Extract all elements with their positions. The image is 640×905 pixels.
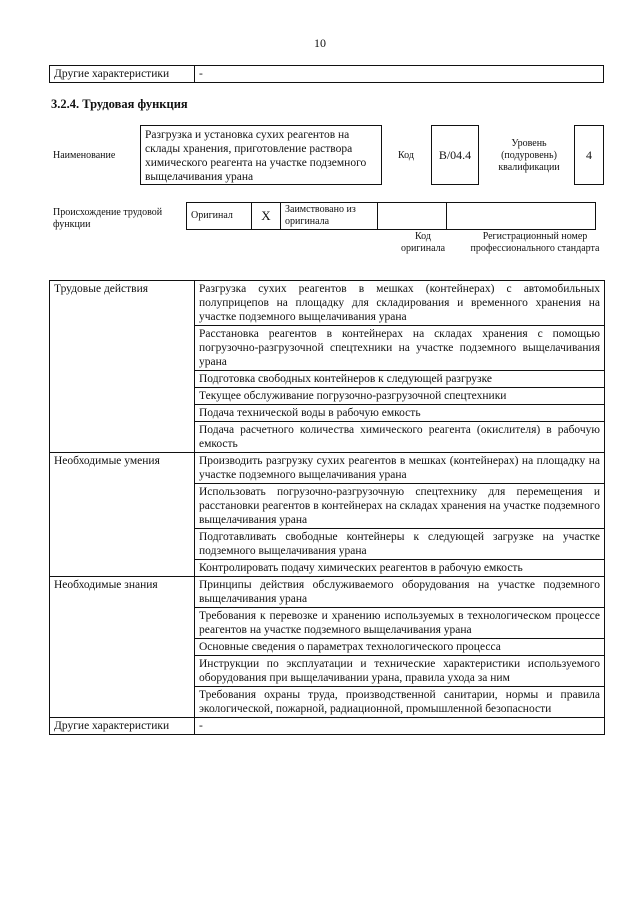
page-number: 10 [314,36,326,50]
code-label: Код [398,150,414,161]
origin-table [186,202,596,230]
labor-action-item: Подача расчетного количества химического реагента (окислителя) в рабочую емкость [195,422,605,453]
code-value: B/04.4 [431,125,479,185]
function-name: Разгрузка и установка сухих реагентов на склады хранения, приготовление раствора химического реагента на участке подземного выщелачивания урана [140,125,382,185]
top-other-value: - [195,66,604,83]
knowledge-item: Требования охраны труда, производственной санитарии, нормы и правила экологической, пожарной, радиационной, промышленной безопасности [195,687,605,718]
table-row [50,577,605,608]
other-characteristics-label: Другие характеристики [50,718,195,735]
table-row [50,453,605,484]
labor-action-item: Разгрузка сухих реагентов в мешках (контейнерах) с автомобильных полуприцепов на площадку для складирования и временного хранения на участке подземного выщелачивания урана [195,281,605,326]
origin-borrowed: Заимствовано из оригинала [281,203,378,230]
name-label: Наименование [53,150,116,161]
skill-item: Контролировать подачу химических реагентов в рабочую емкость [195,560,605,577]
origin-label: Происхождение трудовой функции [53,207,163,230]
origin-code-cell [378,203,447,230]
table-row [50,718,605,735]
caption-code: Код оригинала [400,231,446,254]
top-other-label: Другие характеристики [50,66,195,83]
origin-reg-cell [447,203,596,230]
labor-actions-label: Трудовые действия [50,281,195,453]
level-label: Уровень (подуровень) квалификации [498,138,560,173]
knowledge-label: Необходимые знания [50,577,195,718]
section-title: 3.2.4. Трудовая функция [51,97,188,111]
main-table [49,280,605,735]
skill-item: Производить разгрузку сухих реагентов в мешках (контейнерах) на площадку на участке подземного выщелачивания урана [195,453,605,484]
caption-reg: Регистрационный номер профессионального стандарта [470,231,600,254]
knowledge-item: Основные сведения о параметрах технологического процесса [195,639,605,656]
knowledge-item: Требования к перевозке и хранению используемых в технологическом процессе реагентов на участке подземного выщелачивания урана [195,608,605,639]
skill-item: Использовать погрузочно-разгрузочную спецтехнику для перемещения и расстановки реагентов в контейнерах на складах хранения на участке подземного выщелачивания урана [195,484,605,529]
knowledge-item: Принципы действия обслуживаемого оборудования на участке подземного выщелачивания урана [195,577,605,608]
labor-action-item: Подача технической воды в рабочую емкость [195,405,605,422]
labor-action-item: Расстановка реагентов в контейнерах на складах хранения с помощью погрузочно-разгрузочной спецтехники на участке подземного выщелачивания урана [195,326,605,371]
skill-item: Подготавливать свободные контейнеры к следующей загрузке на участке подземного выщелачивания урана [195,529,605,560]
level-value: 4 [574,125,604,185]
table-row [50,281,605,326]
origin-mark: X [252,203,281,230]
top-other-characteristics-table [49,65,604,83]
skills-label: Необходимые умения [50,453,195,577]
labor-action-item: Текущее обслуживание погрузочно-разгрузочной спецтехники [195,388,605,405]
other-characteristics-value: - [195,718,605,735]
knowledge-item: Инструкции по эксплуатации и технические характеристики используемого оборудования при выщелачивании урана, правила ухода за ним [195,656,605,687]
labor-action-item: Подготовка свободных контейнеров к следующей разгрузке [195,371,605,388]
origin-original: Оригинал [187,203,252,230]
